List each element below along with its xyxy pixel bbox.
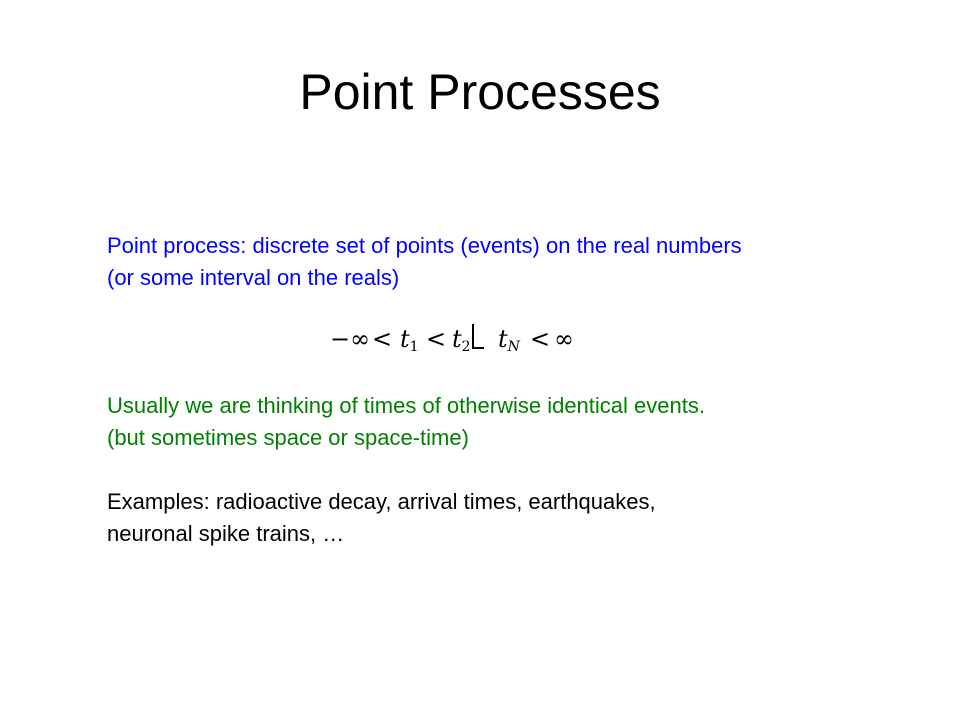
formula-lt-1: < (372, 325, 393, 353)
formula-infinity: ∞ (554, 325, 574, 353)
formula-t2 (452, 324, 471, 362)
definition-paragraph (107, 230, 907, 294)
formula-tN (498, 324, 520, 362)
context-line-2: (but sometimes space or space-time) (107, 425, 469, 450)
formula-t1-var: t (400, 325, 410, 353)
formula-t1-sub: 1 (409, 339, 419, 355)
examples-line-1: Examples: radioactive decay, arrival times, earthquakes, (107, 489, 656, 514)
examples-line-2: neuronal spike trains, … (107, 521, 345, 546)
definition-line-1: Point process: discrete set of points (events) on the real numbers (107, 233, 742, 258)
formula-neg-infinity: −∞ (330, 325, 371, 353)
formula-tN-var: t (498, 325, 508, 353)
slide-title: Point Processes (299, 64, 661, 120)
formula-ellipsis-glyph (472, 324, 484, 349)
formula-lt-3: < (530, 325, 551, 353)
formula-t2-var: t (452, 325, 462, 353)
ordering-formula (330, 318, 590, 368)
formula-t1 (400, 324, 419, 362)
examples-paragraph (107, 486, 907, 550)
definition-line-2: (or some interval on the reals) (107, 265, 400, 290)
formula-tN-sub: N (507, 339, 520, 355)
context-paragraph (107, 390, 907, 454)
context-line-1: Usually we are thinking of times of otherwise identical events. (107, 393, 705, 418)
formula-lt-2: < (426, 325, 447, 353)
formula-t2-sub: 2 (461, 339, 471, 355)
